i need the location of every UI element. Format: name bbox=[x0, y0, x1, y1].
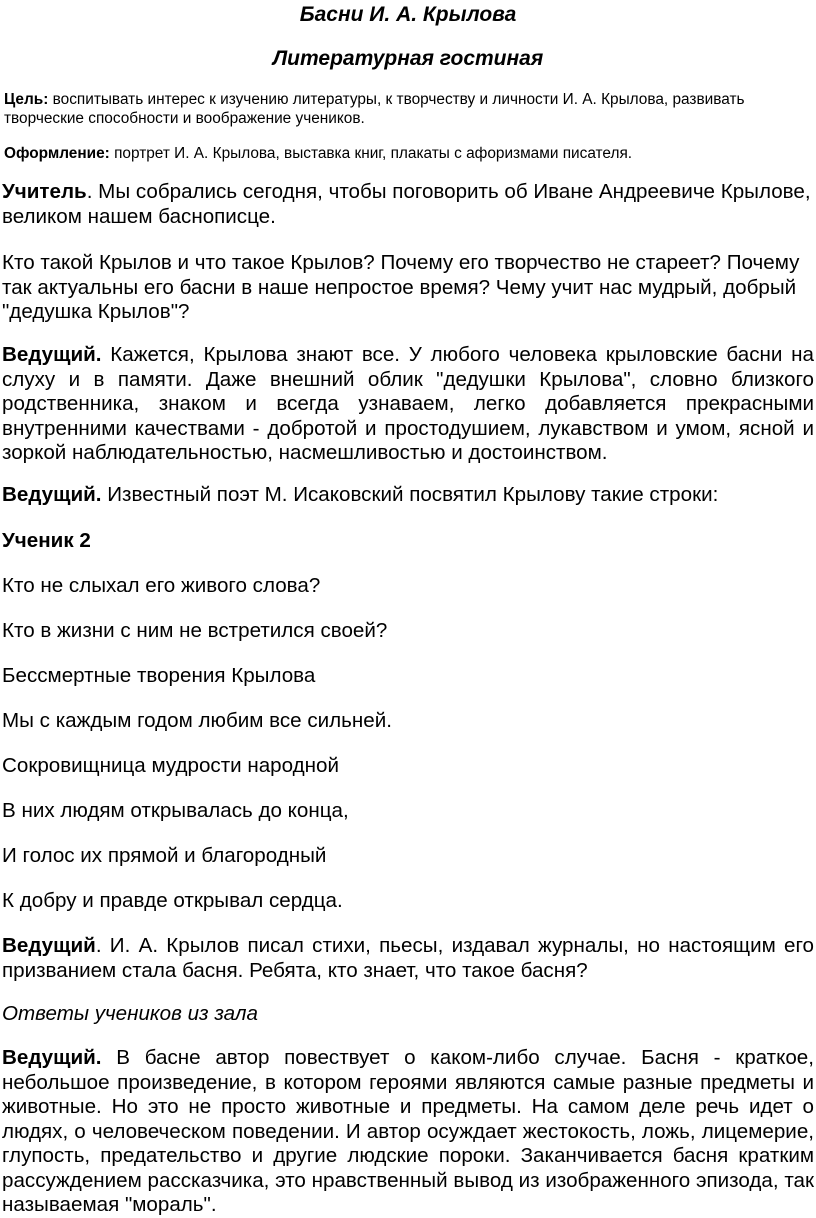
host-label-3: Ведущий bbox=[2, 934, 96, 957]
poem-line: Мы с каждым годом любим все сильней. bbox=[2, 709, 392, 732]
host-label-4: Ведущий. bbox=[2, 1046, 102, 1069]
design-paragraph bbox=[4, 144, 812, 163]
page-subtitle: Литературная гостиная bbox=[272, 47, 544, 70]
student-label: Ученик 2 bbox=[2, 529, 91, 552]
teacher-text: . Мы собрались сегодня, чтобы поговорить об Иване Андреевиче Крылове, великом нашем баснописце. bbox=[2, 180, 811, 228]
poem-line: Сокровищница мудрости народной bbox=[2, 754, 339, 777]
teacher-label: Учитель bbox=[2, 180, 87, 203]
host-paragraph-3 bbox=[2, 934, 814, 983]
host-label-1: Ведущий. bbox=[2, 343, 102, 366]
poem-line: К добру и правде открывал сердца. bbox=[2, 889, 343, 912]
design-text: портрет И. А. Крылова, выставка книг, плакаты с афоризмами писателя. bbox=[109, 145, 633, 162]
poem-line: Бессмертные творения Крылова bbox=[2, 664, 316, 687]
host-paragraph-4 bbox=[2, 1046, 814, 1218]
host-text-4: В басне автор повествует о каком-либо случае. Басня - краткое, небольшое произведение, в котором героями являются самые разные предметы и животные. Но это не просто животные и предметы. На самом деле речь идет о людях, о человеческом поведении. И автор осуждает жестокость, ложь, лицемерие, глупость, предательство и другие людские пороки. Заканчивается басня кратким рассуждением рассказчика, это нравственный вывод из изображенного эпизода, так называемая "мораль". bbox=[2, 1046, 814, 1216]
host-text-1: Кажется, Крылова знают все. У любого человека крыловские басни на слуху и в памяти. Даже внешний облик "дедушки Крылова", словно близкого родственника, знаком и всегда узнаваем, легко добавляется прекрасными внутренними качествами - добротой и простодушием, лукавством и умом, ясной и зоркой наблюдательностью, насмешливостью и достоинством. bbox=[2, 343, 814, 464]
poem-line: Кто в жизни с ним не встретился своей? bbox=[2, 619, 388, 642]
poem-line: Кто не слыхал его живого слова? bbox=[2, 574, 321, 597]
goal-paragraph bbox=[4, 90, 812, 128]
design-label: Оформление: bbox=[4, 145, 110, 162]
poem-line: В них людям открывалась до конца, bbox=[2, 799, 349, 822]
questions-paragraph: Кто такой Крылов и что такое Крылов? Почему его творчество не стареет? Почему так актуальны его басни в наше непростое время? Чему учит нас мудрый, добрый "дедушка Крылов"? bbox=[2, 251, 800, 323]
answers-note: Ответы учеников из зала bbox=[2, 1002, 258, 1025]
teacher-paragraph bbox=[2, 180, 814, 229]
poem-line: И голос их прямой и благородный bbox=[2, 844, 327, 867]
goal-label: Цель: bbox=[4, 91, 49, 108]
page-title: Басни И. А. Крылова bbox=[299, 3, 517, 26]
host-text-2: Известный поэт М. Исаковский посвятил Крылову такие строки: bbox=[101, 483, 719, 506]
host-paragraph-2 bbox=[2, 483, 814, 508]
goal-text: воспитывать интерес к изучению литературы, к творчеству и личности И. А. Крылова, развивать творческие способности и воображение учеников. bbox=[4, 91, 745, 127]
host-paragraph-1 bbox=[2, 343, 814, 466]
host-label-2: Ведущий. bbox=[2, 483, 102, 506]
host-text-3: . И. А. Крылов писал стихи, пьесы, издавал журналы, но настоящим его призванием стала басня. Ребята, кто знает, что такое басня? bbox=[2, 934, 814, 982]
